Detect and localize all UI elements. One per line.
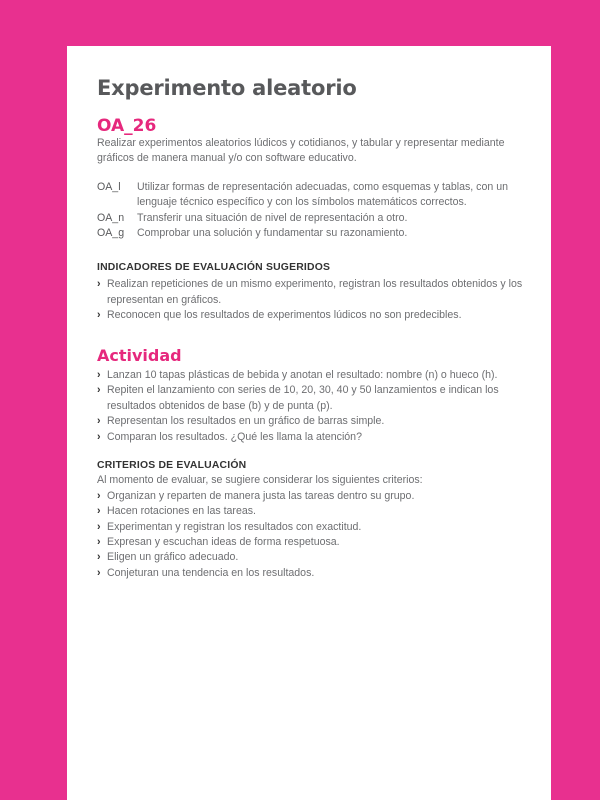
list-item bbox=[97, 430, 527, 445]
chevron-right-icon: › bbox=[97, 430, 101, 443]
list-item-text: Lanzan 10 tapas plásticas de bebida y anotan el resultado: nombre (n) o hueco (h). bbox=[107, 369, 498, 381]
actividad-heading: Actividad bbox=[97, 346, 182, 365]
skill-row bbox=[97, 180, 527, 211]
chevron-right-icon: › bbox=[97, 551, 101, 564]
chevron-right-icon: › bbox=[97, 369, 101, 381]
list-item bbox=[97, 383, 527, 414]
list-item-text: Comparan los resultados. ¿Qué les llama la atención? bbox=[107, 430, 362, 443]
list-item-text: Expresan y escuchan ideas de forma respetuosa. bbox=[107, 536, 340, 549]
chevron-right-icon: › bbox=[97, 536, 101, 549]
skill-label: OA_l bbox=[97, 181, 121, 193]
skill-row bbox=[97, 226, 527, 241]
list-item-text: Conjeturan una tendencia en los resultados. bbox=[107, 566, 315, 579]
skill-text: Transferir una situación de nivel de representación a otro. bbox=[137, 211, 408, 224]
list-item bbox=[97, 414, 527, 429]
indicadores-list bbox=[97, 277, 527, 323]
chevron-right-icon: › bbox=[97, 278, 101, 291]
skill-label: OA_g bbox=[97, 227, 125, 240]
list-item bbox=[97, 368, 527, 383]
list-item-text: Organizan y reparten de manera justa las tareas dentro su grupo. bbox=[107, 489, 415, 502]
chevron-right-icon: › bbox=[97, 309, 101, 322]
objective-description: Realizar experimentos aleatorios lúdicos y cotidianos, y tabular y representar mediante gráficos de manera manual y/o con software educativo. bbox=[97, 137, 505, 165]
criterios-list bbox=[97, 489, 527, 581]
skills-list bbox=[97, 180, 527, 242]
criterios-intro: Al momento de evaluar, se sugiere considerar los siguientes criterios: bbox=[97, 474, 423, 487]
chevron-right-icon: › bbox=[97, 489, 101, 502]
chevron-right-icon: › bbox=[97, 505, 101, 518]
objective-code: OA_26 bbox=[97, 116, 157, 136]
list-item-text: Reconocen que los resultados de experimentos lúdicos no son predecibles. bbox=[107, 309, 462, 322]
indicadores-section bbox=[97, 260, 527, 324]
list-item-text: Experimentan y registran los resultados con exactitud. bbox=[107, 520, 362, 533]
list-item-text: Eligen un gráfico adecuado. bbox=[107, 551, 239, 564]
list-item-text: Representan los resultados en un gráfico de barras simple. bbox=[107, 415, 385, 428]
list-item bbox=[97, 504, 527, 519]
chevron-right-icon: › bbox=[97, 415, 101, 428]
criterios-section bbox=[97, 458, 527, 581]
criterios-heading: CRITERIOS DE EVALUACIÓN bbox=[97, 460, 247, 471]
list-item bbox=[97, 535, 527, 550]
list-item bbox=[97, 520, 527, 535]
list-item bbox=[97, 308, 527, 323]
actividad-list bbox=[97, 368, 527, 445]
document-page bbox=[67, 46, 551, 800]
list-item bbox=[97, 277, 527, 308]
chevron-right-icon: › bbox=[97, 566, 101, 579]
page-title: Experimento aleatorio bbox=[97, 76, 357, 100]
list-item bbox=[97, 550, 527, 565]
skill-row bbox=[97, 211, 527, 226]
list-item bbox=[97, 489, 527, 504]
list-item-text: Hacen rotaciones en las tareas. bbox=[107, 505, 256, 518]
list-item-text: Repiten el lanzamiento con series de 10, 20, 30, 40 y 50 lanzamientos e indican los resultados obtenidos de base (b) y de punta (p). bbox=[107, 384, 499, 412]
skill-text: Utilizar formas de representación adecuadas, como esquemas y tablas, con un lenguaje técnico específico y con los símbolos matemáticos correctos. bbox=[137, 181, 508, 209]
chevron-right-icon: › bbox=[97, 384, 101, 397]
actividad-section bbox=[97, 366, 527, 445]
indicadores-heading: INDICADORES DE EVALUACIÓN SUGERIDOS bbox=[97, 262, 331, 273]
list-item-text: Realizan repeticiones de un mismo experimento, registran los resultados obtenidos y los representan en gráficos. bbox=[107, 278, 523, 306]
list-item bbox=[97, 566, 527, 581]
skill-text: Comprobar una solución y fundamentar su razonamiento. bbox=[137, 227, 408, 240]
chevron-right-icon: › bbox=[97, 520, 101, 533]
skill-label: OA_n bbox=[97, 211, 125, 224]
